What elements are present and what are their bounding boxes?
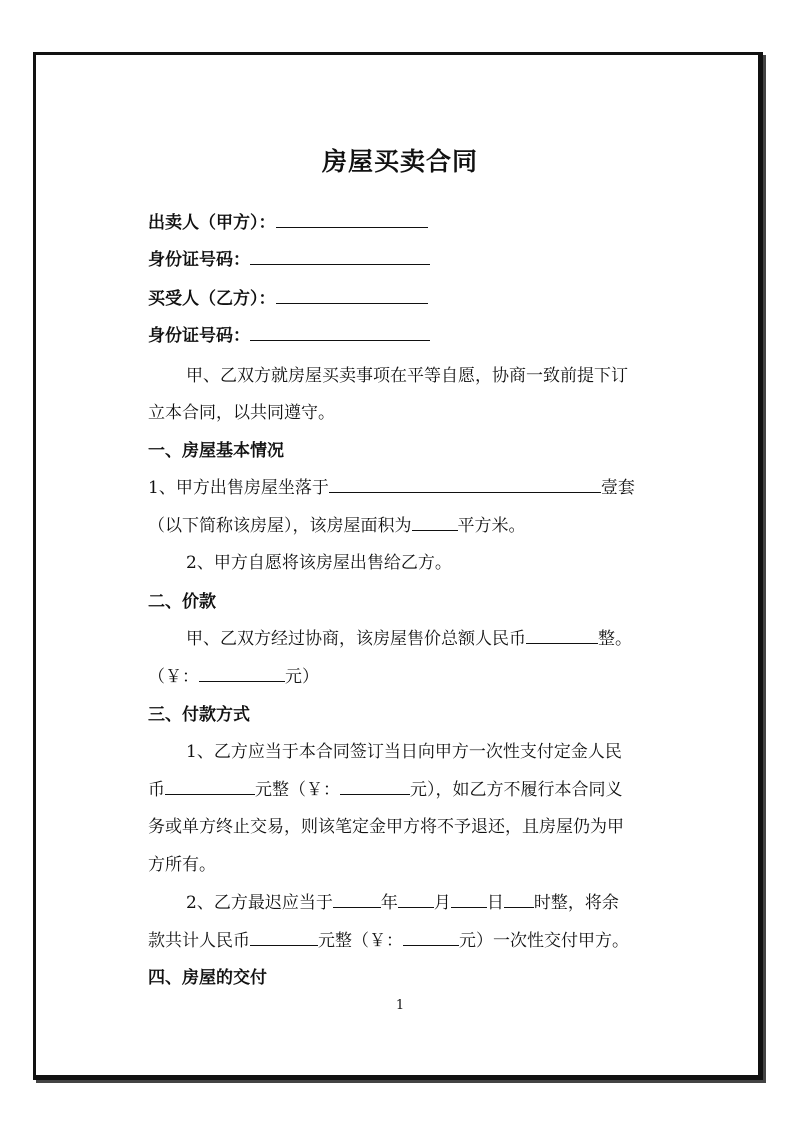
price-figure-blank[interactable] — [199, 663, 285, 682]
section-1-item-1-line-2 — [148, 511, 668, 536]
buyer-label: 买受人（乙方）： — [148, 289, 276, 309]
section-2-heading: 二、价款 — [148, 592, 216, 612]
buyer-id-line — [148, 321, 668, 346]
month-text: 月 — [433, 893, 451, 913]
balance-figure-label: 元整（￥： — [318, 931, 403, 951]
seller-line — [148, 208, 668, 233]
one-unit-text: 壹套 — [600, 478, 635, 498]
deposit-clause: 元），如乙方不履行本合同义 — [410, 780, 623, 800]
buyer-id-label: 身份证号码： — [148, 326, 250, 346]
section-2-line-1 — [186, 624, 706, 649]
price-label: 甲、乙双方经过协商，该房屋售价总额人民币 — [186, 629, 526, 649]
hour-blank[interactable] — [504, 889, 534, 908]
day-blank[interactable] — [451, 889, 487, 908]
section-3-item-1-line-2 — [148, 775, 668, 800]
price-figure-suffix: 元） — [285, 667, 319, 687]
deposit-figure-blank[interactable] — [340, 776, 410, 795]
section-4-heading: 四、房屋的交付 — [148, 968, 267, 988]
section-2-line-2 — [148, 662, 668, 687]
hour-text: 时整，将余 — [533, 893, 619, 913]
seller-label: 出卖人（甲方）： — [148, 213, 276, 233]
location-label: 1、甲方出售房屋坐落于 — [148, 478, 329, 498]
buyer-line — [148, 284, 668, 309]
deadline-label: 2、乙方最迟应当于 — [186, 893, 333, 913]
location-blank[interactable] — [329, 474, 601, 493]
balance-label: 款共计人民币 — [148, 931, 250, 951]
buyer-name-blank[interactable] — [276, 285, 428, 304]
area-unit: 平方米。 — [457, 516, 526, 536]
section-3-item-2-line-1 — [186, 888, 706, 913]
area-blank[interactable] — [412, 512, 458, 531]
deposit-words-blank[interactable] — [165, 776, 255, 795]
year-blank[interactable] — [333, 889, 381, 908]
preamble-line-2: 立本合同，以共同遵守。 — [148, 403, 335, 423]
seller-id-blank[interactable] — [250, 246, 430, 265]
price-figure-label: （￥： — [148, 667, 199, 687]
balance-words-blank[interactable] — [250, 927, 318, 946]
page-number: 1 — [395, 998, 405, 1013]
section-1-item-2: 2、甲方自愿将该房屋出售给乙方。 — [186, 553, 452, 573]
section-3-item-1-line-4: 方所有。 — [148, 855, 216, 875]
price-words-blank[interactable] — [526, 625, 598, 644]
price-suffix: 整。 — [598, 629, 632, 649]
day-text: 日 — [486, 893, 504, 913]
year-text: 年 — [380, 893, 398, 913]
section-3-item-1-line-1: 1、乙方应当于本合同签订当日向甲方一次性支付定金人民 — [186, 742, 622, 762]
buyer-id-blank[interactable] — [250, 322, 430, 341]
balance-clause: 元）一次性交付甲方。 — [459, 931, 629, 951]
section-3-heading: 三、付款方式 — [148, 705, 250, 725]
deposit-currency-label: 币 — [148, 780, 165, 800]
preamble-line-1: 甲、乙双方就房屋买卖事项在平等自愿，协商一致前提下订 — [186, 366, 628, 386]
month-blank[interactable] — [398, 889, 434, 908]
section-3-item-1-line-3: 务或单方终止交易，则该笔定金甲方将不予退还，且房屋仍为甲 — [148, 817, 624, 837]
balance-figure-blank[interactable] — [403, 927, 459, 946]
area-label: （以下简称该房屋），该房屋面积为 — [148, 516, 412, 536]
section-1-heading: 一、房屋基本情况 — [148, 441, 284, 461]
seller-name-blank[interactable] — [276, 209, 428, 228]
document-title: 房屋买卖合同 — [321, 147, 478, 176]
section-1-item-1-line-1 — [148, 473, 668, 498]
seller-id-line — [148, 245, 668, 270]
seller-id-label: 身份证号码： — [148, 250, 250, 270]
section-3-item-2-line-2 — [148, 926, 668, 951]
deposit-figure-label: 元整（￥： — [255, 780, 340, 800]
